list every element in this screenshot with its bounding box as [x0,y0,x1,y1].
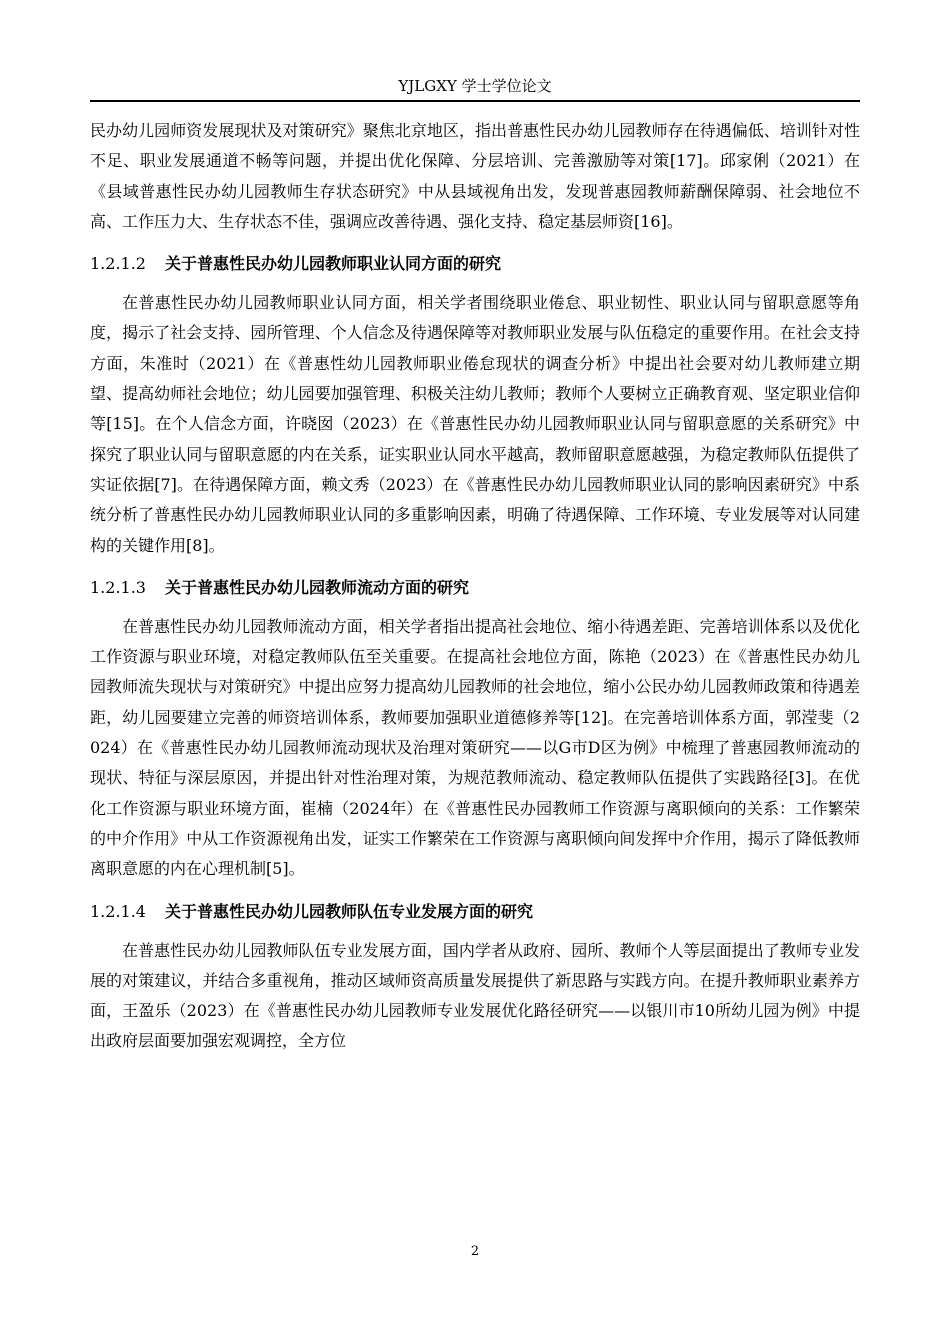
section-title: 关于普惠性民办幼儿园教师队伍专业发展方面的研究 [165,901,534,921]
section-heading-1-2-1-4 [90,897,860,927]
section-number: 1.2.1.3 [90,577,146,597]
section-heading-1-2-1-3 [90,573,860,603]
section-title: 关于普惠性民办幼儿园教师流动方面的研究 [165,577,470,597]
section-paragraph: 在普惠性民办幼儿园教师职业认同方面，相关学者围绕职业倦怠、职业韧性、职业认同与留职意愿等角度，揭示了社会支持、园所管理、个人信念及待遇保障等对教师职业发展与队伍稳定的重要作用。在社会支持方面，朱准时（2021）在《普惠性幼儿园教师职业倦怠现状的调查分析》中提出社会要对幼儿教师建立期望、提高幼师社会地位；幼儿园要加强管理、积极关注幼儿教师；教师个人要树立正确教育观、坚定职业信仰等[15]。在个人信念方面，许晓囡（2023）在《普惠性民办幼儿园教师职业认同与留职意愿的关系研究》中探究了职业认同与留职意愿的内在关系，证实职业认同水平越高，教师留职意愿越强，为稳定教师队伍提供了实证依据[7]。在待遇保障方面，赖文秀（2023）在《普惠性民办幼儿园教师职业认同的影响因素研究》中系统分析了普惠性民办幼儿园教师职业认同的多重影响因素，明确了待遇保障、工作环境、专业发展等对认同建构的关键作用[8]。 [90,293,860,555]
section-heading-1-2-1-2 [90,249,860,279]
section-title: 关于普惠性民办幼儿园教师职业认同方面的研究 [165,254,502,274]
section-paragraph: 在普惠性民办幼儿园教师队伍专业发展方面，国内学者从政府、园所、教师个人等层面提出了教师专业发展的对策建议，并结合多重视角，推动区域师资高质量发展提供了新思路与实践方向。在提升教师职业素养方面，王盈乐（2023）在《普惠性民办幼儿园教师专业发展优化路径研究——以银川市10所幼儿园为例》中提出政府层面要加强宏观调控，全方位 [90,940,860,1051]
continuation-paragraph: 民办幼儿园师资发展现状及对策研究》聚焦北京地区，指出普惠性民办幼儿园教师存在待遇偏低、培训针对性不足、职业发展通道不畅等问题，并提出优化保障、分层培训、完善激励等对策[17]。邱家俐（2021）在《县域普惠性民办幼儿园教师生存状态研究》中从县域视角出发，发现普惠园教师薪酬保障弱、社会地位不高、工作压力大、生存状态不佳，强调应改善待遇、强化支持、稳定基层师资[16]。 [90,121,860,231]
section-number: 1.2.1.4 [90,901,146,921]
section-paragraph: 在普惠性民办幼儿园教师流动方面，相关学者指出提高社会地位、缩小待遇差距、完善培训体系以及优化工作资源与职业环境，对稳定教师队伍至关重要。在提高社会地位方面，陈艳（2023）在《普惠性民办幼儿园教师流失现状与对策研究》中提出应努力提高幼儿园教师的社会地位，缩小公民办幼儿园教师政策和待遇差距，幼儿园要建立完善的师资培训体系，教师要加强职业道德修养等[12]。在完善培训体系方面，郭滢斐（2024）在《普惠性民办幼儿园教师流动现状及治理对策研究——以G市D区为例》中梳理了普惠园教师流动的现状、特征与深层原因，并提出针对性治理对策，为规范教师流动、稳定教师队伍提供了实践路径[3]。在优化工作资源与职业环境方面，崔楠（2024年）在《普惠性民办园教师工作资源与离职倾向的关系：工作繁荣的中介作用》中从工作资源视角出发，证实工作繁荣在工作资源与离职倾向间发挥中介作用，揭示了降低教师离职意愿的内在心理机制[5]。 [90,616,860,879]
section-number: 1.2.1.2 [90,254,146,274]
page-number: 2 [470,1244,480,1259]
body-text [90,116,860,1057]
running-header: YJLGXY 学士学位论文 [398,77,552,95]
header-rule [90,100,860,102]
